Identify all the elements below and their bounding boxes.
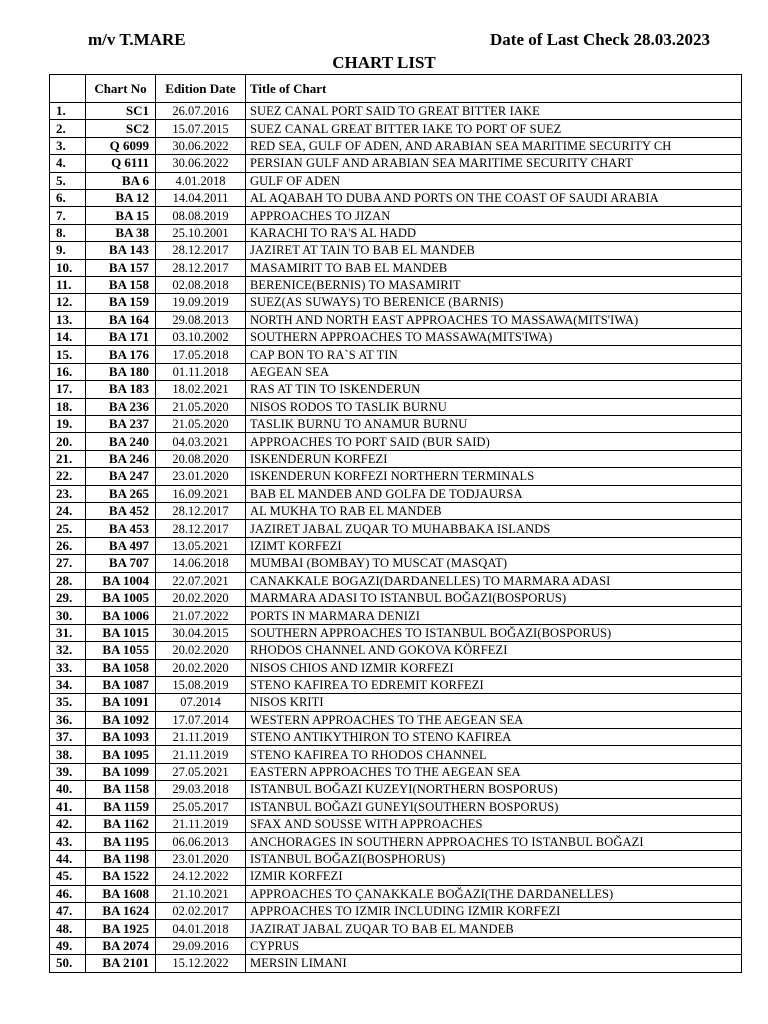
edition-date: 21.11.2019 xyxy=(156,746,246,763)
chart-title: CAP BON TO RA`S AT TIN xyxy=(246,346,742,363)
chart-title: RAS AT TIN TO ISKENDERUN xyxy=(246,381,742,398)
chart-title: AL AQABAH TO DUBA AND PORTS ON THE COAST OF SAUDI ARABIA xyxy=(246,189,742,206)
chart-title: RED SEA, GULF OF ADEN, AND ARABIAN SEA MARITIME SECURITY CH xyxy=(246,137,742,154)
row-index: 49. xyxy=(50,937,86,954)
row-index: 47. xyxy=(50,902,86,919)
edition-date: 21.10.2021 xyxy=(156,885,246,902)
chart-number: BA 1159 xyxy=(86,798,156,815)
chart-title: STENO KAFIREA TO EDREMIT KORFEZI xyxy=(246,676,742,693)
chart-title: APPROACHES TO IZMIR INCLUDING IZMIR KORFEZI xyxy=(246,902,742,919)
chart-number: BA 1005 xyxy=(86,589,156,606)
table-row xyxy=(50,329,742,346)
chart-title: JAZIRET AT TAIN TO BAB EL MANDEB xyxy=(246,242,742,259)
chart-number: BA 1522 xyxy=(86,868,156,885)
column-header-edition-date: Edition Date xyxy=(156,75,246,103)
table-row xyxy=(50,694,742,711)
table-row xyxy=(50,207,742,224)
row-index: 16. xyxy=(50,363,86,380)
table-row xyxy=(50,137,742,154)
table-row xyxy=(50,711,742,728)
edition-date: 27.05.2021 xyxy=(156,763,246,780)
row-index: 7. xyxy=(50,207,86,224)
chart-number: BA 265 xyxy=(86,485,156,502)
chart-title: EASTERN APPROACHES TO THE AEGEAN SEA xyxy=(246,763,742,780)
row-index: 41. xyxy=(50,798,86,815)
edition-date: 30.06.2022 xyxy=(156,137,246,154)
table-header-row xyxy=(50,75,742,103)
chart-title: ISTANBUL BOĞAZI(BOSPHORUS) xyxy=(246,850,742,867)
chart-title: ISTANBUL BOĞAZI GUNEYI(SOUTHERN BOSPORUS) xyxy=(246,798,742,815)
edition-date: 21.05.2020 xyxy=(156,398,246,415)
table-row xyxy=(50,416,742,433)
row-index: 50. xyxy=(50,955,86,972)
table-row xyxy=(50,276,742,293)
row-index: 46. xyxy=(50,885,86,902)
edition-date: 03.10.2002 xyxy=(156,329,246,346)
table-row xyxy=(50,363,742,380)
row-index: 11. xyxy=(50,276,86,293)
chart-number: BA 1092 xyxy=(86,711,156,728)
row-index: 37. xyxy=(50,729,86,746)
edition-date: 28.12.2017 xyxy=(156,520,246,537)
chart-number: BA 2074 xyxy=(86,937,156,954)
edition-date: 21.11.2019 xyxy=(156,729,246,746)
chart-title: SUEZ CANAL PORT SAID TO GREAT BITTER IAKE xyxy=(246,103,742,120)
chart-number: SC1 xyxy=(86,103,156,120)
chart-number: BA 1624 xyxy=(86,902,156,919)
chart-title: MARMARA ADASI TO ISTANBUL BOĞAZI(BOSPORUS) xyxy=(246,589,742,606)
edition-date: 20.02.2020 xyxy=(156,589,246,606)
chart-title: IZMIR KORFEZI xyxy=(246,868,742,885)
chart-number: BA 497 xyxy=(86,537,156,554)
edition-date: 15.08.2019 xyxy=(156,676,246,693)
row-index: 32. xyxy=(50,642,86,659)
table-row xyxy=(50,589,742,606)
chart-title: KARACHI TO RA'S AL HADD xyxy=(246,224,742,241)
chart-number: BA 452 xyxy=(86,502,156,519)
row-index: 1. xyxy=(50,103,86,120)
chart-title: SOUTHERN APPROACHES TO MASSAWA(MITS'IWA) xyxy=(246,329,742,346)
table-row xyxy=(50,868,742,885)
edition-date: 24.12.2022 xyxy=(156,868,246,885)
row-index: 9. xyxy=(50,242,86,259)
chart-number: BA 171 xyxy=(86,329,156,346)
row-index: 25. xyxy=(50,520,86,537)
row-index: 48. xyxy=(50,920,86,937)
chart-title: JAZIRAT JABAL ZUQAR TO BAB EL MANDEB xyxy=(246,920,742,937)
row-index: 3. xyxy=(50,137,86,154)
row-index: 20. xyxy=(50,433,86,450)
chart-title: ISTANBUL BOĞAZI KUZEYI(NORTHERN BOSPORUS) xyxy=(246,781,742,798)
row-index: 26. xyxy=(50,537,86,554)
row-index: 31. xyxy=(50,624,86,641)
column-header-title: Title of Chart xyxy=(246,75,742,103)
edition-date: 21.11.2019 xyxy=(156,816,246,833)
edition-date: 07.2014 xyxy=(156,694,246,711)
edition-date: 28.12.2017 xyxy=(156,502,246,519)
chart-title: STENO ANTIKYTHIRON TO STENO KAFIREA xyxy=(246,729,742,746)
chart-number: BA 1095 xyxy=(86,746,156,763)
row-index: 17. xyxy=(50,381,86,398)
row-index: 39. xyxy=(50,763,86,780)
table-row xyxy=(50,433,742,450)
chart-title: NORTH AND NORTH EAST APPROACHES TO MASSAWA(MITS'IWA) xyxy=(246,311,742,328)
row-index: 14. xyxy=(50,329,86,346)
row-index: 42. xyxy=(50,816,86,833)
last-check-date: Date of Last Check 28.03.2023 xyxy=(490,30,711,49)
row-index: 19. xyxy=(50,416,86,433)
row-index: 45. xyxy=(50,868,86,885)
chart-number: BA 1198 xyxy=(86,850,156,867)
chart-number: BA 1608 xyxy=(86,885,156,902)
chart-title: MERSIN LIMANI xyxy=(246,955,742,972)
row-index: 27. xyxy=(50,555,86,572)
edition-date: 29.03.2018 xyxy=(156,781,246,798)
chart-number: BA 157 xyxy=(86,259,156,276)
table-row xyxy=(50,885,742,902)
table-row xyxy=(50,729,742,746)
chart-number: BA 707 xyxy=(86,555,156,572)
chart-number: BA 1925 xyxy=(86,920,156,937)
row-index: 43. xyxy=(50,833,86,850)
chart-title: CYPRUS xyxy=(246,937,742,954)
chart-number: BA 237 xyxy=(86,416,156,433)
chart-number: BA 15 xyxy=(86,207,156,224)
edition-date: 15.07.2015 xyxy=(156,120,246,137)
table-row xyxy=(50,381,742,398)
row-index: 24. xyxy=(50,502,86,519)
row-index: 6. xyxy=(50,189,86,206)
table-row xyxy=(50,850,742,867)
table-row xyxy=(50,224,742,241)
row-index: 23. xyxy=(50,485,86,502)
table-row xyxy=(50,833,742,850)
edition-date: 25.05.2017 xyxy=(156,798,246,815)
chart-title: BERENICE(BERNIS) TO MASAMIRIT xyxy=(246,276,742,293)
row-index: 34. xyxy=(50,676,86,693)
chart-number: BA 453 xyxy=(86,520,156,537)
edition-date: 13.05.2021 xyxy=(156,537,246,554)
chart-number: BA 1093 xyxy=(86,729,156,746)
table-row xyxy=(50,189,742,206)
table-row xyxy=(50,468,742,485)
row-index: 2. xyxy=(50,120,86,137)
row-index: 13. xyxy=(50,311,86,328)
chart-title: APPROACHES TO ÇANAKKALE BOĞAZI(THE DARDANELLES) xyxy=(246,885,742,902)
table-row xyxy=(50,642,742,659)
edition-date: 08.08.2019 xyxy=(156,207,246,224)
chart-number: BA 38 xyxy=(86,224,156,241)
table-row xyxy=(50,259,742,276)
chart-title: NISOS CHIOS AND IZMIR KORFEZI xyxy=(246,659,742,676)
edition-date: 29.08.2013 xyxy=(156,311,246,328)
row-index: 18. xyxy=(50,398,86,415)
table-row xyxy=(50,520,742,537)
chart-title: RHODOS CHANNEL AND GOKOVA KÖRFEZI xyxy=(246,642,742,659)
edition-date: 04.03.2021 xyxy=(156,433,246,450)
row-index: 15. xyxy=(50,346,86,363)
chart-number: BA 1158 xyxy=(86,781,156,798)
edition-date: 20.02.2020 xyxy=(156,659,246,676)
edition-date: 4.01.2018 xyxy=(156,172,246,189)
column-header-chart-no: Chart No xyxy=(86,75,156,103)
table-row xyxy=(50,937,742,954)
table-row xyxy=(50,311,742,328)
chart-title: PERSIAN GULF AND ARABIAN SEA MARITIME SECURITY CHART xyxy=(246,155,742,172)
chart-title: IZIMT KORFEZI xyxy=(246,537,742,554)
chart-title: APPROACHES TO JIZAN xyxy=(246,207,742,224)
edition-date: 25.10.2001 xyxy=(156,224,246,241)
edition-date: 20.08.2020 xyxy=(156,450,246,467)
edition-date: 28.12.2017 xyxy=(156,259,246,276)
table-row xyxy=(50,920,742,937)
chart-number: BA 6 xyxy=(86,172,156,189)
chart-number: Q 6111 xyxy=(86,155,156,172)
table-row xyxy=(50,398,742,415)
chart-title: MASAMIRIT TO BAB EL MANDEB xyxy=(246,259,742,276)
edition-date: 01.11.2018 xyxy=(156,363,246,380)
chart-number: BA 158 xyxy=(86,276,156,293)
table-row xyxy=(50,798,742,815)
edition-date: 30.04.2015 xyxy=(156,624,246,641)
chart-title: JAZIRET JABAL ZUQAR TO MUHABBAKA ISLANDS xyxy=(246,520,742,537)
edition-date: 19.09.2019 xyxy=(156,294,246,311)
chart-number: BA 180 xyxy=(86,363,156,380)
table-row xyxy=(50,502,742,519)
edition-date: 21.07.2022 xyxy=(156,607,246,624)
chart-number: BA 176 xyxy=(86,346,156,363)
vessel-name: m/v T.MARE xyxy=(88,30,186,49)
chart-title: SUEZ CANAL GREAT BITTER IAKE TO PORT OF SUEZ xyxy=(246,120,742,137)
chart-title: WESTERN APPROACHES TO THE AEGEAN SEA xyxy=(246,711,742,728)
edition-date: 21.05.2020 xyxy=(156,416,246,433)
chart-number: BA 2101 xyxy=(86,955,156,972)
chart-number: SC2 xyxy=(86,120,156,137)
table-row xyxy=(50,607,742,624)
row-index: 30. xyxy=(50,607,86,624)
row-index: 38. xyxy=(50,746,86,763)
edition-date: 17.07.2014 xyxy=(156,711,246,728)
table-row xyxy=(50,120,742,137)
table-row xyxy=(50,763,742,780)
row-index: 44. xyxy=(50,850,86,867)
row-index: 35. xyxy=(50,694,86,711)
chart-number: BA 247 xyxy=(86,468,156,485)
table-row xyxy=(50,450,742,467)
chart-title: TASLIK BURNU TO ANAMUR BURNU xyxy=(246,416,742,433)
chart-number: BA 1195 xyxy=(86,833,156,850)
table-row xyxy=(50,294,742,311)
row-index: 12. xyxy=(50,294,86,311)
edition-date: 29.09.2016 xyxy=(156,937,246,954)
table-row xyxy=(50,103,742,120)
chart-number: BA 1087 xyxy=(86,676,156,693)
chart-number: BA 164 xyxy=(86,311,156,328)
row-index: 10. xyxy=(50,259,86,276)
chart-number: BA 240 xyxy=(86,433,156,450)
chart-number: BA 143 xyxy=(86,242,156,259)
edition-date: 14.06.2018 xyxy=(156,555,246,572)
chart-number: BA 1004 xyxy=(86,572,156,589)
row-index: 28. xyxy=(50,572,86,589)
edition-date: 28.12.2017 xyxy=(156,242,246,259)
row-index: 8. xyxy=(50,224,86,241)
page-title: CHART LIST xyxy=(332,53,436,72)
row-index: 33. xyxy=(50,659,86,676)
chart-number: Q 6099 xyxy=(86,137,156,154)
table-row xyxy=(50,624,742,641)
chart-title: PORTS IN MARMARA DENIZI xyxy=(246,607,742,624)
table-row xyxy=(50,485,742,502)
table-row xyxy=(50,659,742,676)
table-row xyxy=(50,172,742,189)
edition-date: 20.02.2020 xyxy=(156,642,246,659)
table-row xyxy=(50,242,742,259)
chart-title: STENO KAFIREA TO RHODOS CHANNEL xyxy=(246,746,742,763)
chart-title: SOUTHERN APPROACHES TO ISTANBUL BOĞAZI(BOSPORUS) xyxy=(246,624,742,641)
edition-date: 02.08.2018 xyxy=(156,276,246,293)
edition-date: 26.07.2016 xyxy=(156,103,246,120)
chart-title: SUEZ(AS SUWAYS) TO BERENICE (BARNIS) xyxy=(246,294,742,311)
table-row xyxy=(50,537,742,554)
chart-number: BA 1055 xyxy=(86,642,156,659)
table-row xyxy=(50,155,742,172)
chart-number: BA 1162 xyxy=(86,816,156,833)
chart-number: BA 1091 xyxy=(86,694,156,711)
chart-number: BA 1058 xyxy=(86,659,156,676)
chart-number: BA 236 xyxy=(86,398,156,415)
chart-number: BA 1099 xyxy=(86,763,156,780)
table-row xyxy=(50,746,742,763)
edition-date: 18.02.2021 xyxy=(156,381,246,398)
chart-number: BA 1015 xyxy=(86,624,156,641)
chart-number: BA 12 xyxy=(86,189,156,206)
row-index: 21. xyxy=(50,450,86,467)
row-index: 40. xyxy=(50,781,86,798)
chart-title: ISKENDERUN KORFEZI NORTHERN TERMINALS xyxy=(246,468,742,485)
table-row xyxy=(50,781,742,798)
table-row xyxy=(50,346,742,363)
edition-date: 14.04.2011 xyxy=(156,189,246,206)
chart-number: BA 1006 xyxy=(86,607,156,624)
edition-date: 15.12.2022 xyxy=(156,955,246,972)
chart-title: AL MUKHA TO RAB EL MANDEB xyxy=(246,502,742,519)
chart-title: SFAX AND SOUSSE WITH APPROACHES xyxy=(246,816,742,833)
chart-title: CANAKKALE BOGAZI(DARDANELLES) TO MARMARA ADASI xyxy=(246,572,742,589)
edition-date: 16.09.2021 xyxy=(156,485,246,502)
table-row xyxy=(50,572,742,589)
edition-date: 02.02.2017 xyxy=(156,902,246,919)
edition-date: 23.01.2020 xyxy=(156,850,246,867)
chart-title: APPROACHES TO PORT SAID (BUR SAID) xyxy=(246,433,742,450)
chart-title: GULF OF ADEN xyxy=(246,172,742,189)
row-index: 5. xyxy=(50,172,86,189)
edition-date: 04.01.2018 xyxy=(156,920,246,937)
chart-number: BA 246 xyxy=(86,450,156,467)
table-row xyxy=(50,816,742,833)
table-row xyxy=(50,902,742,919)
chart-title: ANCHORAGES IN SOUTHERN APPROACHES TO ISTANBUL BOĞAZI xyxy=(246,833,742,850)
chart-title: AEGEAN SEA xyxy=(246,363,742,380)
chart-number: BA 159 xyxy=(86,294,156,311)
table-row xyxy=(50,555,742,572)
row-index: 4. xyxy=(50,155,86,172)
table-row xyxy=(50,955,742,972)
edition-date: 30.06.2022 xyxy=(156,155,246,172)
row-index: 29. xyxy=(50,589,86,606)
row-index: 22. xyxy=(50,468,86,485)
edition-date: 23.01.2020 xyxy=(156,468,246,485)
column-header-index xyxy=(50,75,86,103)
edition-date: 17.05.2018 xyxy=(156,346,246,363)
chart-title: NISOS KRITI xyxy=(246,694,742,711)
chart-title: MUMBAI (BOMBAY) TO MUSCAT (MASQAT) xyxy=(246,555,742,572)
edition-date: 06.06.2013 xyxy=(156,833,246,850)
chart-title: NISOS RODOS TO TASLIK BURNU xyxy=(246,398,742,415)
table-row xyxy=(50,676,742,693)
edition-date: 22.07.2021 xyxy=(156,572,246,589)
chart-title: BAB EL MANDEB AND GOLFA DE TODJAURSA xyxy=(246,485,742,502)
row-index: 36. xyxy=(50,711,86,728)
chart-title: ISKENDERUN KORFEZI xyxy=(246,450,742,467)
chart-list-table xyxy=(49,74,742,973)
chart-number: BA 183 xyxy=(86,381,156,398)
